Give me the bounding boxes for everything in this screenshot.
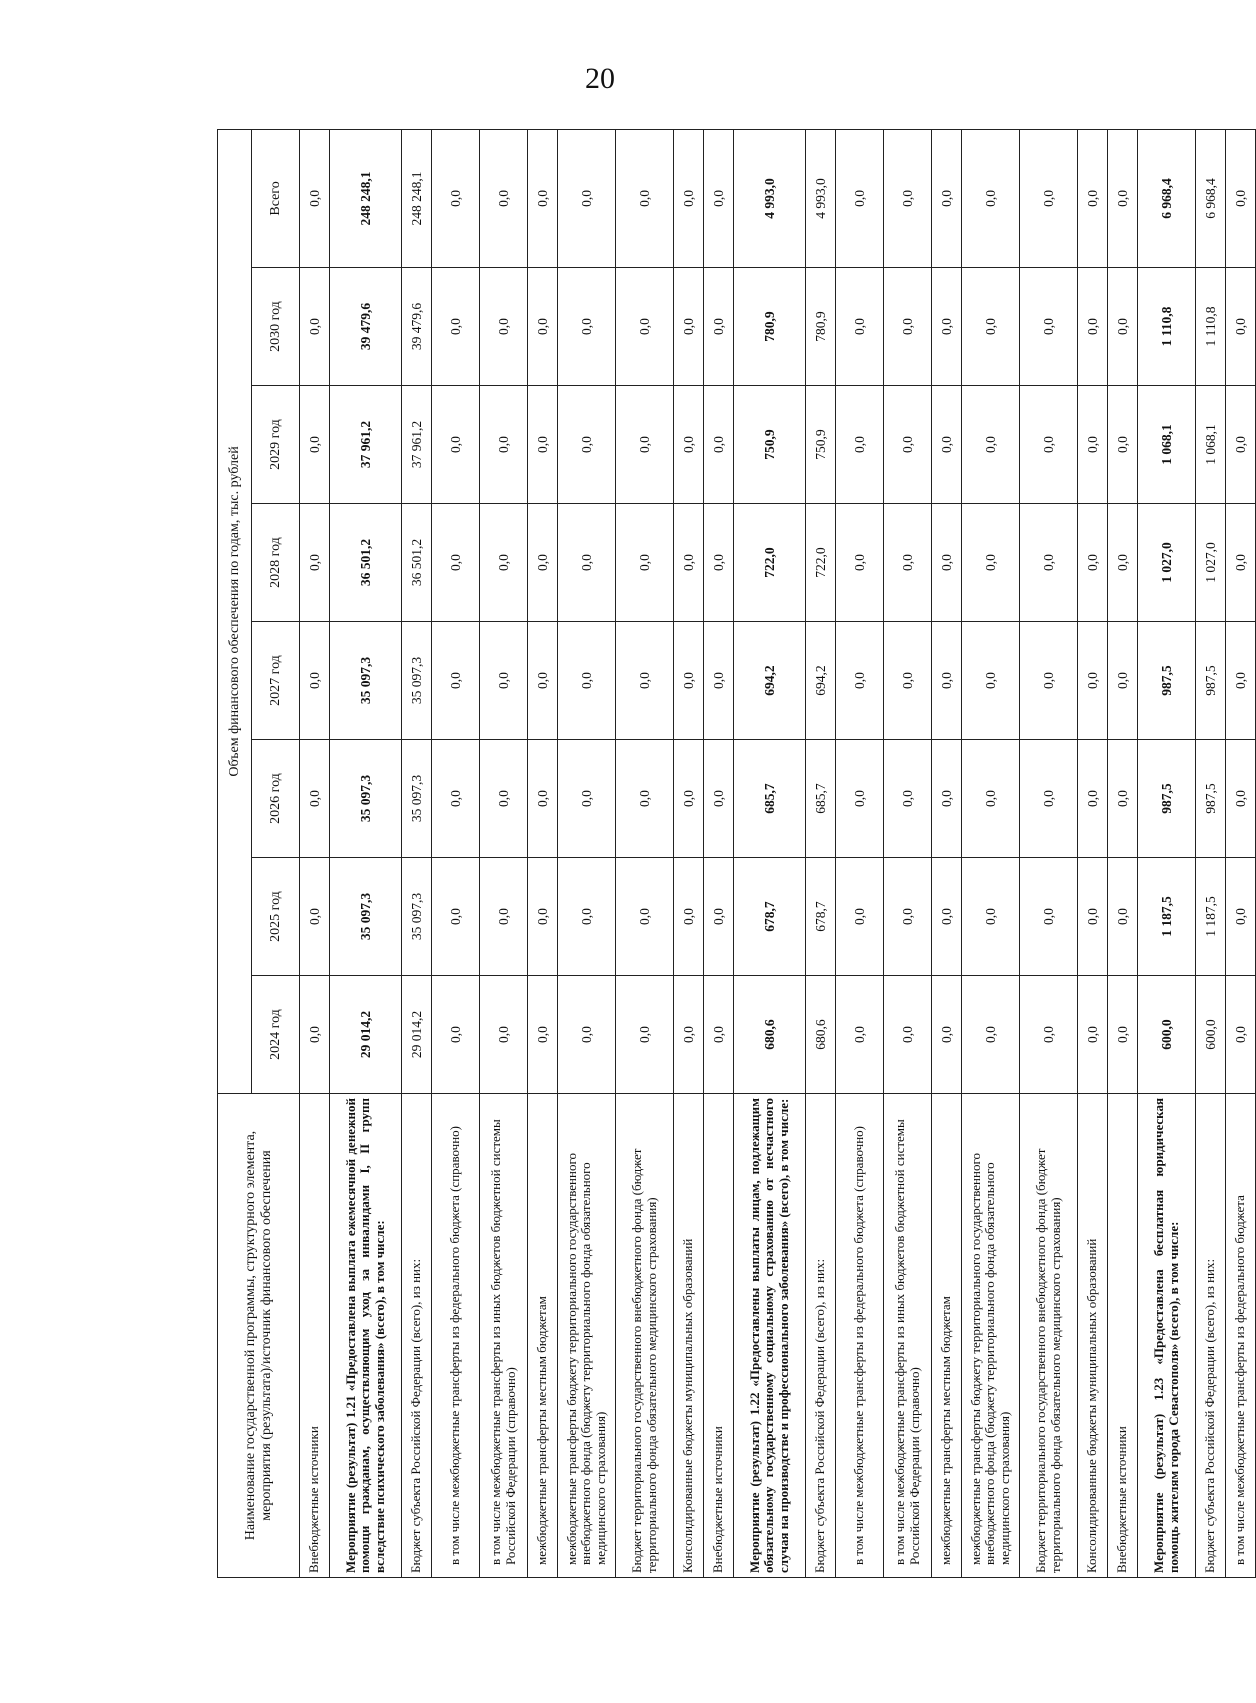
row-name-cell: в том числе межбюджетные трансферты из федерального бюджета — [1226, 1094, 1256, 1578]
row-name-cell: Бюджет территориального государственного внебюджетного фонда (бюджет территориального фонда обязательного медицинского страхования) — [1020, 1094, 1078, 1578]
row-value-cell: 0,0 — [1226, 976, 1256, 1094]
row-value-cell: 36 501,2 — [330, 504, 402, 622]
table-row — [300, 129, 330, 1577]
row-total-cell: 0,0 — [836, 129, 884, 267]
row-value-cell: 0,0 — [1078, 386, 1108, 504]
row-value-cell: 680,6 — [734, 976, 806, 1094]
row-value-cell: 0,0 — [674, 976, 704, 1094]
row-total-cell: 4 993,0 — [734, 129, 806, 267]
row-total-cell: 0,0 — [558, 129, 616, 267]
row-value-cell: 0,0 — [1078, 976, 1108, 1094]
row-value-cell: 39 479,6 — [402, 268, 432, 386]
row-value-cell: 0,0 — [300, 740, 330, 858]
row-name-cell: межбюджетные трансферты местным бюджетам — [528, 1094, 558, 1578]
row-value-cell: 0,0 — [558, 386, 616, 504]
row-value-cell: 0,0 — [432, 386, 480, 504]
row-name-cell: в том числе межбюджетные трансферты из федерального бюджета (справочно) — [836, 1094, 884, 1578]
row-value-cell: 1 068,1 — [1196, 386, 1226, 504]
row-value-cell: 0,0 — [704, 268, 734, 386]
row-value-cell: 0,0 — [1226, 268, 1256, 386]
rotated-table-container — [217, 130, 1248, 1578]
row-total-cell: 4 993,0 — [806, 129, 836, 267]
row-total-cell: 0,0 — [932, 129, 962, 267]
row-value-cell: 0,0 — [528, 268, 558, 386]
row-value-cell: 987,5 — [1196, 622, 1226, 740]
row-value-cell: 0,0 — [480, 504, 528, 622]
row-value-cell: 0,0 — [558, 622, 616, 740]
row-value-cell: 0,0 — [432, 740, 480, 858]
row-value-cell: 0,0 — [432, 622, 480, 740]
row-value-cell: 0,0 — [704, 976, 734, 1094]
row-total-cell: 0,0 — [704, 129, 734, 267]
row-value-cell: 0,0 — [1108, 622, 1138, 740]
row-value-cell: 780,9 — [734, 268, 806, 386]
row-value-cell: 0,0 — [558, 976, 616, 1094]
table-row — [1020, 129, 1078, 1577]
row-total-cell: 248 248,1 — [330, 129, 402, 267]
header-year: 2025 год — [252, 858, 300, 976]
row-value-cell: 0,0 — [528, 740, 558, 858]
row-value-cell: 0,0 — [884, 976, 932, 1094]
row-value-cell: 685,7 — [806, 740, 836, 858]
row-value-cell: 0,0 — [962, 504, 1020, 622]
row-value-cell: 0,0 — [836, 386, 884, 504]
row-value-cell: 0,0 — [1078, 740, 1108, 858]
row-value-cell: 0,0 — [674, 268, 704, 386]
row-value-cell: 0,0 — [932, 504, 962, 622]
table-row — [704, 129, 734, 1577]
row-value-cell: 987,5 — [1138, 622, 1196, 740]
row-value-cell: 35 097,3 — [330, 622, 402, 740]
row-value-cell: 0,0 — [932, 740, 962, 858]
table-row-measure — [330, 129, 402, 1577]
row-name-cell: Консолидированные бюджеты муниципальных образований — [674, 1094, 704, 1578]
row-value-cell: 750,9 — [806, 386, 836, 504]
row-value-cell: 0,0 — [1108, 386, 1138, 504]
row-value-cell: 35 097,3 — [330, 740, 402, 858]
row-value-cell: 0,0 — [300, 858, 330, 976]
row-name-cell: Мероприятие (результат) 1.23 «Предоставлена бесплатная юридическая помощь жителям города Севастополя» (всего), в том числе: — [1138, 1094, 1196, 1578]
row-value-cell: 0,0 — [1226, 504, 1256, 622]
row-value-cell: 36 501,2 — [402, 504, 432, 622]
row-name-cell: Бюджет субъекта Российской Федерации (всего), из них: — [806, 1094, 836, 1578]
row-value-cell: 35 097,3 — [402, 622, 432, 740]
row-value-cell: 37 961,2 — [330, 386, 402, 504]
row-value-cell: 0,0 — [480, 858, 528, 976]
row-name-cell: Консолидированные бюджеты муниципальных образований — [1078, 1094, 1108, 1578]
row-value-cell: 0,0 — [932, 268, 962, 386]
row-value-cell: 0,0 — [962, 622, 1020, 740]
row-value-cell: 1 187,5 — [1196, 858, 1226, 976]
row-value-cell: 0,0 — [432, 504, 480, 622]
row-value-cell: 0,0 — [704, 622, 734, 740]
row-value-cell: 0,0 — [1226, 622, 1256, 740]
row-value-cell: 0,0 — [932, 386, 962, 504]
row-value-cell: 0,0 — [932, 858, 962, 976]
row-value-cell: 722,0 — [806, 504, 836, 622]
row-value-cell: 0,0 — [432, 976, 480, 1094]
row-value-cell: 0,0 — [674, 622, 704, 740]
row-total-cell: 0,0 — [616, 129, 674, 267]
row-value-cell: 0,0 — [528, 504, 558, 622]
row-value-cell: 0,0 — [480, 386, 528, 504]
row-value-cell: 0,0 — [1078, 858, 1108, 976]
row-value-cell: 0,0 — [884, 268, 932, 386]
row-value-cell: 0,0 — [674, 858, 704, 976]
row-value-cell: 29 014,2 — [330, 976, 402, 1094]
row-name-cell: Бюджет территориального государственного внебюджетного фонда (бюджет территориального фонда обязательного медицинского страхования) — [616, 1094, 674, 1578]
row-value-cell: 600,0 — [1138, 976, 1196, 1094]
row-value-cell: 0,0 — [704, 740, 734, 858]
row-name-cell: в том числе межбюджетные трансферты из иных бюджетов бюджетной системы Российской Федерации (справочно) — [884, 1094, 932, 1578]
row-value-cell: 0,0 — [432, 268, 480, 386]
row-name-cell: Бюджет субъекта Российской Федерации (всего), из них: — [1196, 1094, 1226, 1578]
row-total-cell: 0,0 — [674, 129, 704, 267]
row-value-cell: 1 027,0 — [1138, 504, 1196, 622]
row-value-cell: 0,0 — [300, 976, 330, 1094]
row-value-cell: 987,5 — [1196, 740, 1226, 858]
row-value-cell: 29 014,2 — [402, 976, 432, 1094]
row-total-cell: 248 248,1 — [402, 129, 432, 267]
row-value-cell: 0,0 — [528, 386, 558, 504]
row-value-cell: 0,0 — [528, 976, 558, 1094]
header-year: 2026 год — [252, 740, 300, 858]
row-value-cell: 0,0 — [480, 976, 528, 1094]
row-value-cell: 0,0 — [616, 622, 674, 740]
row-value-cell: 0,0 — [674, 504, 704, 622]
row-value-cell: 0,0 — [1226, 386, 1256, 504]
table-row — [962, 129, 1020, 1577]
row-total-cell: 6 968,4 — [1138, 129, 1196, 267]
row-value-cell: 0,0 — [1108, 504, 1138, 622]
row-value-cell: 1 027,0 — [1196, 504, 1226, 622]
row-value-cell: 0,0 — [884, 740, 932, 858]
header-year: 2027 год — [252, 622, 300, 740]
row-value-cell: 37 961,2 — [402, 386, 432, 504]
row-value-cell: 35 097,3 — [402, 740, 432, 858]
row-value-cell: 0,0 — [558, 268, 616, 386]
row-value-cell: 0,0 — [300, 386, 330, 504]
financing-table — [217, 129, 1256, 1578]
row-value-cell: 0,0 — [1108, 858, 1138, 976]
table-row-measure — [1138, 129, 1196, 1577]
row-value-cell: 0,0 — [1020, 858, 1078, 976]
row-value-cell: 0,0 — [962, 268, 1020, 386]
row-value-cell: 0,0 — [836, 858, 884, 976]
row-value-cell: 0,0 — [1108, 740, 1138, 858]
table-row — [432, 129, 480, 1577]
row-value-cell: 694,2 — [806, 622, 836, 740]
table-row — [480, 129, 528, 1577]
row-name-cell: межбюджетные трансферты бюджету территориального государственного внебюджетного фонда (бюджету территориального фонда обязательного медицинского страхования) — [558, 1094, 616, 1578]
header-year: 2029 год — [252, 386, 300, 504]
row-value-cell: 0,0 — [884, 622, 932, 740]
row-value-cell: 35 097,3 — [402, 858, 432, 976]
row-total-cell: 0,0 — [1078, 129, 1108, 267]
row-value-cell: 0,0 — [704, 504, 734, 622]
row-value-cell: 0,0 — [300, 504, 330, 622]
row-total-cell: 0,0 — [480, 129, 528, 267]
row-value-cell: 0,0 — [528, 622, 558, 740]
table-row — [616, 129, 674, 1577]
row-value-cell: 0,0 — [962, 858, 1020, 976]
row-total-cell: 0,0 — [884, 129, 932, 267]
row-value-cell: 0,0 — [836, 622, 884, 740]
header-name-column: Наименование государственной программы, структурного элемента, мероприятия (результата)/источник финансового обеспечения — [218, 1094, 300, 1578]
table-row — [836, 129, 884, 1577]
row-value-cell: 0,0 — [884, 504, 932, 622]
row-value-cell: 0,0 — [432, 858, 480, 976]
row-value-cell: 0,0 — [558, 504, 616, 622]
row-value-cell: 0,0 — [1020, 504, 1078, 622]
row-value-cell: 1 110,8 — [1196, 268, 1226, 386]
table-body — [300, 129, 1256, 1577]
row-value-cell: 0,0 — [1108, 976, 1138, 1094]
row-value-cell: 0,0 — [480, 622, 528, 740]
row-value-cell: 0,0 — [616, 386, 674, 504]
table-head — [218, 129, 300, 1577]
row-total-cell: 6 968,4 — [1196, 129, 1226, 267]
header-year: 2024 год — [252, 976, 300, 1094]
row-value-cell: 0,0 — [1226, 740, 1256, 858]
row-value-cell: 600,0 — [1196, 976, 1226, 1094]
row-name-cell: в том числе межбюджетные трансферты из иных бюджетов бюджетной системы Российской Федерации (справочно) — [480, 1094, 528, 1578]
row-value-cell: 0,0 — [1078, 504, 1108, 622]
row-value-cell: 678,7 — [734, 858, 806, 976]
row-value-cell: 722,0 — [734, 504, 806, 622]
row-value-cell: 987,5 — [1138, 740, 1196, 858]
row-value-cell: 0,0 — [884, 858, 932, 976]
row-total-cell: 0,0 — [432, 129, 480, 267]
row-value-cell: 0,0 — [300, 268, 330, 386]
row-name-cell: Бюджет субъекта Российской Федерации (всего), из них: — [402, 1094, 432, 1578]
row-value-cell: 1 110,8 — [1138, 268, 1196, 386]
row-value-cell: 0,0 — [300, 622, 330, 740]
row-name-cell: Внебюджетные источники — [300, 1094, 330, 1578]
row-value-cell: 0,0 — [932, 976, 962, 1094]
row-value-cell: 0,0 — [616, 740, 674, 858]
row-name-cell: межбюджетные трансферты местным бюджетам — [932, 1094, 962, 1578]
row-name-cell: Внебюджетные источники — [1108, 1094, 1138, 1578]
row-total-cell: 0,0 — [528, 129, 558, 267]
row-value-cell: 1 187,5 — [1138, 858, 1196, 976]
row-value-cell: 694,2 — [734, 622, 806, 740]
row-total-cell: 0,0 — [1020, 129, 1078, 267]
row-value-cell: 0,0 — [528, 858, 558, 976]
table-row — [806, 129, 836, 1577]
table-row — [932, 129, 962, 1577]
row-value-cell: 0,0 — [836, 976, 884, 1094]
row-value-cell: 0,0 — [1020, 386, 1078, 504]
row-value-cell: 0,0 — [1020, 268, 1078, 386]
row-value-cell: 0,0 — [1226, 858, 1256, 976]
row-value-cell: 1 068,1 — [1138, 386, 1196, 504]
header-year: 2030 год — [252, 268, 300, 386]
row-total-cell: 0,0 — [1226, 129, 1256, 267]
row-value-cell: 680,6 — [806, 976, 836, 1094]
row-value-cell: 0,0 — [932, 622, 962, 740]
row-name-cell: Мероприятие (результат) 1.21 «Предоставлена выплата ежемесячной денежной помощи гражданам, осуществляющим уход за инвалидами I, II групп вследствие психического заболевания» (всего), в том числе: — [330, 1094, 402, 1578]
row-value-cell: 0,0 — [1078, 622, 1108, 740]
row-value-cell: 0,0 — [704, 386, 734, 504]
row-value-cell: 0,0 — [962, 386, 1020, 504]
row-value-cell: 0,0 — [674, 740, 704, 858]
header-total: Всего — [252, 129, 300, 267]
row-total-cell: 0,0 — [300, 129, 330, 267]
row-value-cell: 0,0 — [962, 740, 1020, 858]
table-row — [674, 129, 704, 1577]
row-value-cell: 0,0 — [480, 268, 528, 386]
rotated-table-area — [217, 130, 1248, 1578]
row-value-cell: 0,0 — [480, 740, 528, 858]
table-row-measure — [734, 129, 806, 1577]
row-value-cell: 39 479,6 — [330, 268, 402, 386]
table-row — [558, 129, 616, 1577]
row-value-cell: 0,0 — [1020, 740, 1078, 858]
row-value-cell: 0,0 — [884, 386, 932, 504]
table-row — [884, 129, 932, 1577]
row-value-cell: 0,0 — [616, 268, 674, 386]
row-value-cell: 0,0 — [962, 976, 1020, 1094]
row-value-cell: 685,7 — [734, 740, 806, 858]
row-name-cell: в том числе межбюджетные трансферты из федерального бюджета (справочно) — [432, 1094, 480, 1578]
row-value-cell: 35 097,3 — [330, 858, 402, 976]
row-value-cell: 0,0 — [836, 268, 884, 386]
table-row — [1108, 129, 1138, 1577]
row-value-cell: 0,0 — [704, 858, 734, 976]
row-name-cell: межбюджетные трансферты бюджету территориального государственного внебюджетного фонда (бюджету территориального фонда обязательного медицинского страхования) — [962, 1094, 1020, 1578]
row-value-cell: 0,0 — [1108, 268, 1138, 386]
row-total-cell: 0,0 — [1108, 129, 1138, 267]
row-value-cell: 0,0 — [558, 858, 616, 976]
header-year: 2028 год — [252, 504, 300, 622]
row-value-cell: 0,0 — [1078, 268, 1108, 386]
row-value-cell: 0,0 — [836, 740, 884, 858]
row-value-cell: 780,9 — [806, 268, 836, 386]
table-row — [528, 129, 558, 1577]
header-row-caption — [218, 129, 252, 1577]
row-value-cell: 0,0 — [558, 740, 616, 858]
row-value-cell: 0,0 — [616, 858, 674, 976]
row-total-cell: 0,0 — [962, 129, 1020, 267]
row-value-cell: 0,0 — [1020, 976, 1078, 1094]
row-value-cell: 0,0 — [616, 976, 674, 1094]
page-number: 20 — [585, 62, 615, 95]
row-value-cell: 0,0 — [1020, 622, 1078, 740]
row-value-cell: 750,9 — [734, 386, 806, 504]
header-volume-caption: Объем финансового обеспечения по годам, тыс. рублей — [218, 129, 252, 1093]
row-name-cell: Внебюджетные источники — [704, 1094, 734, 1578]
table-row — [402, 129, 432, 1577]
row-name-cell: Мероприятие (результат) 1.22 «Предоставлены выплаты лицам, подлежащим обязательному государственному социальному страхованию от несчастного случая на производстве и профессионального заболевания» (всего), в том числе: — [734, 1094, 806, 1578]
row-value-cell: 0,0 — [674, 386, 704, 504]
row-value-cell: 678,7 — [806, 858, 836, 976]
table-row — [1078, 129, 1108, 1577]
row-value-cell: 0,0 — [836, 504, 884, 622]
row-value-cell: 0,0 — [616, 504, 674, 622]
table-row — [1196, 129, 1226, 1577]
table-row — [1226, 129, 1256, 1577]
